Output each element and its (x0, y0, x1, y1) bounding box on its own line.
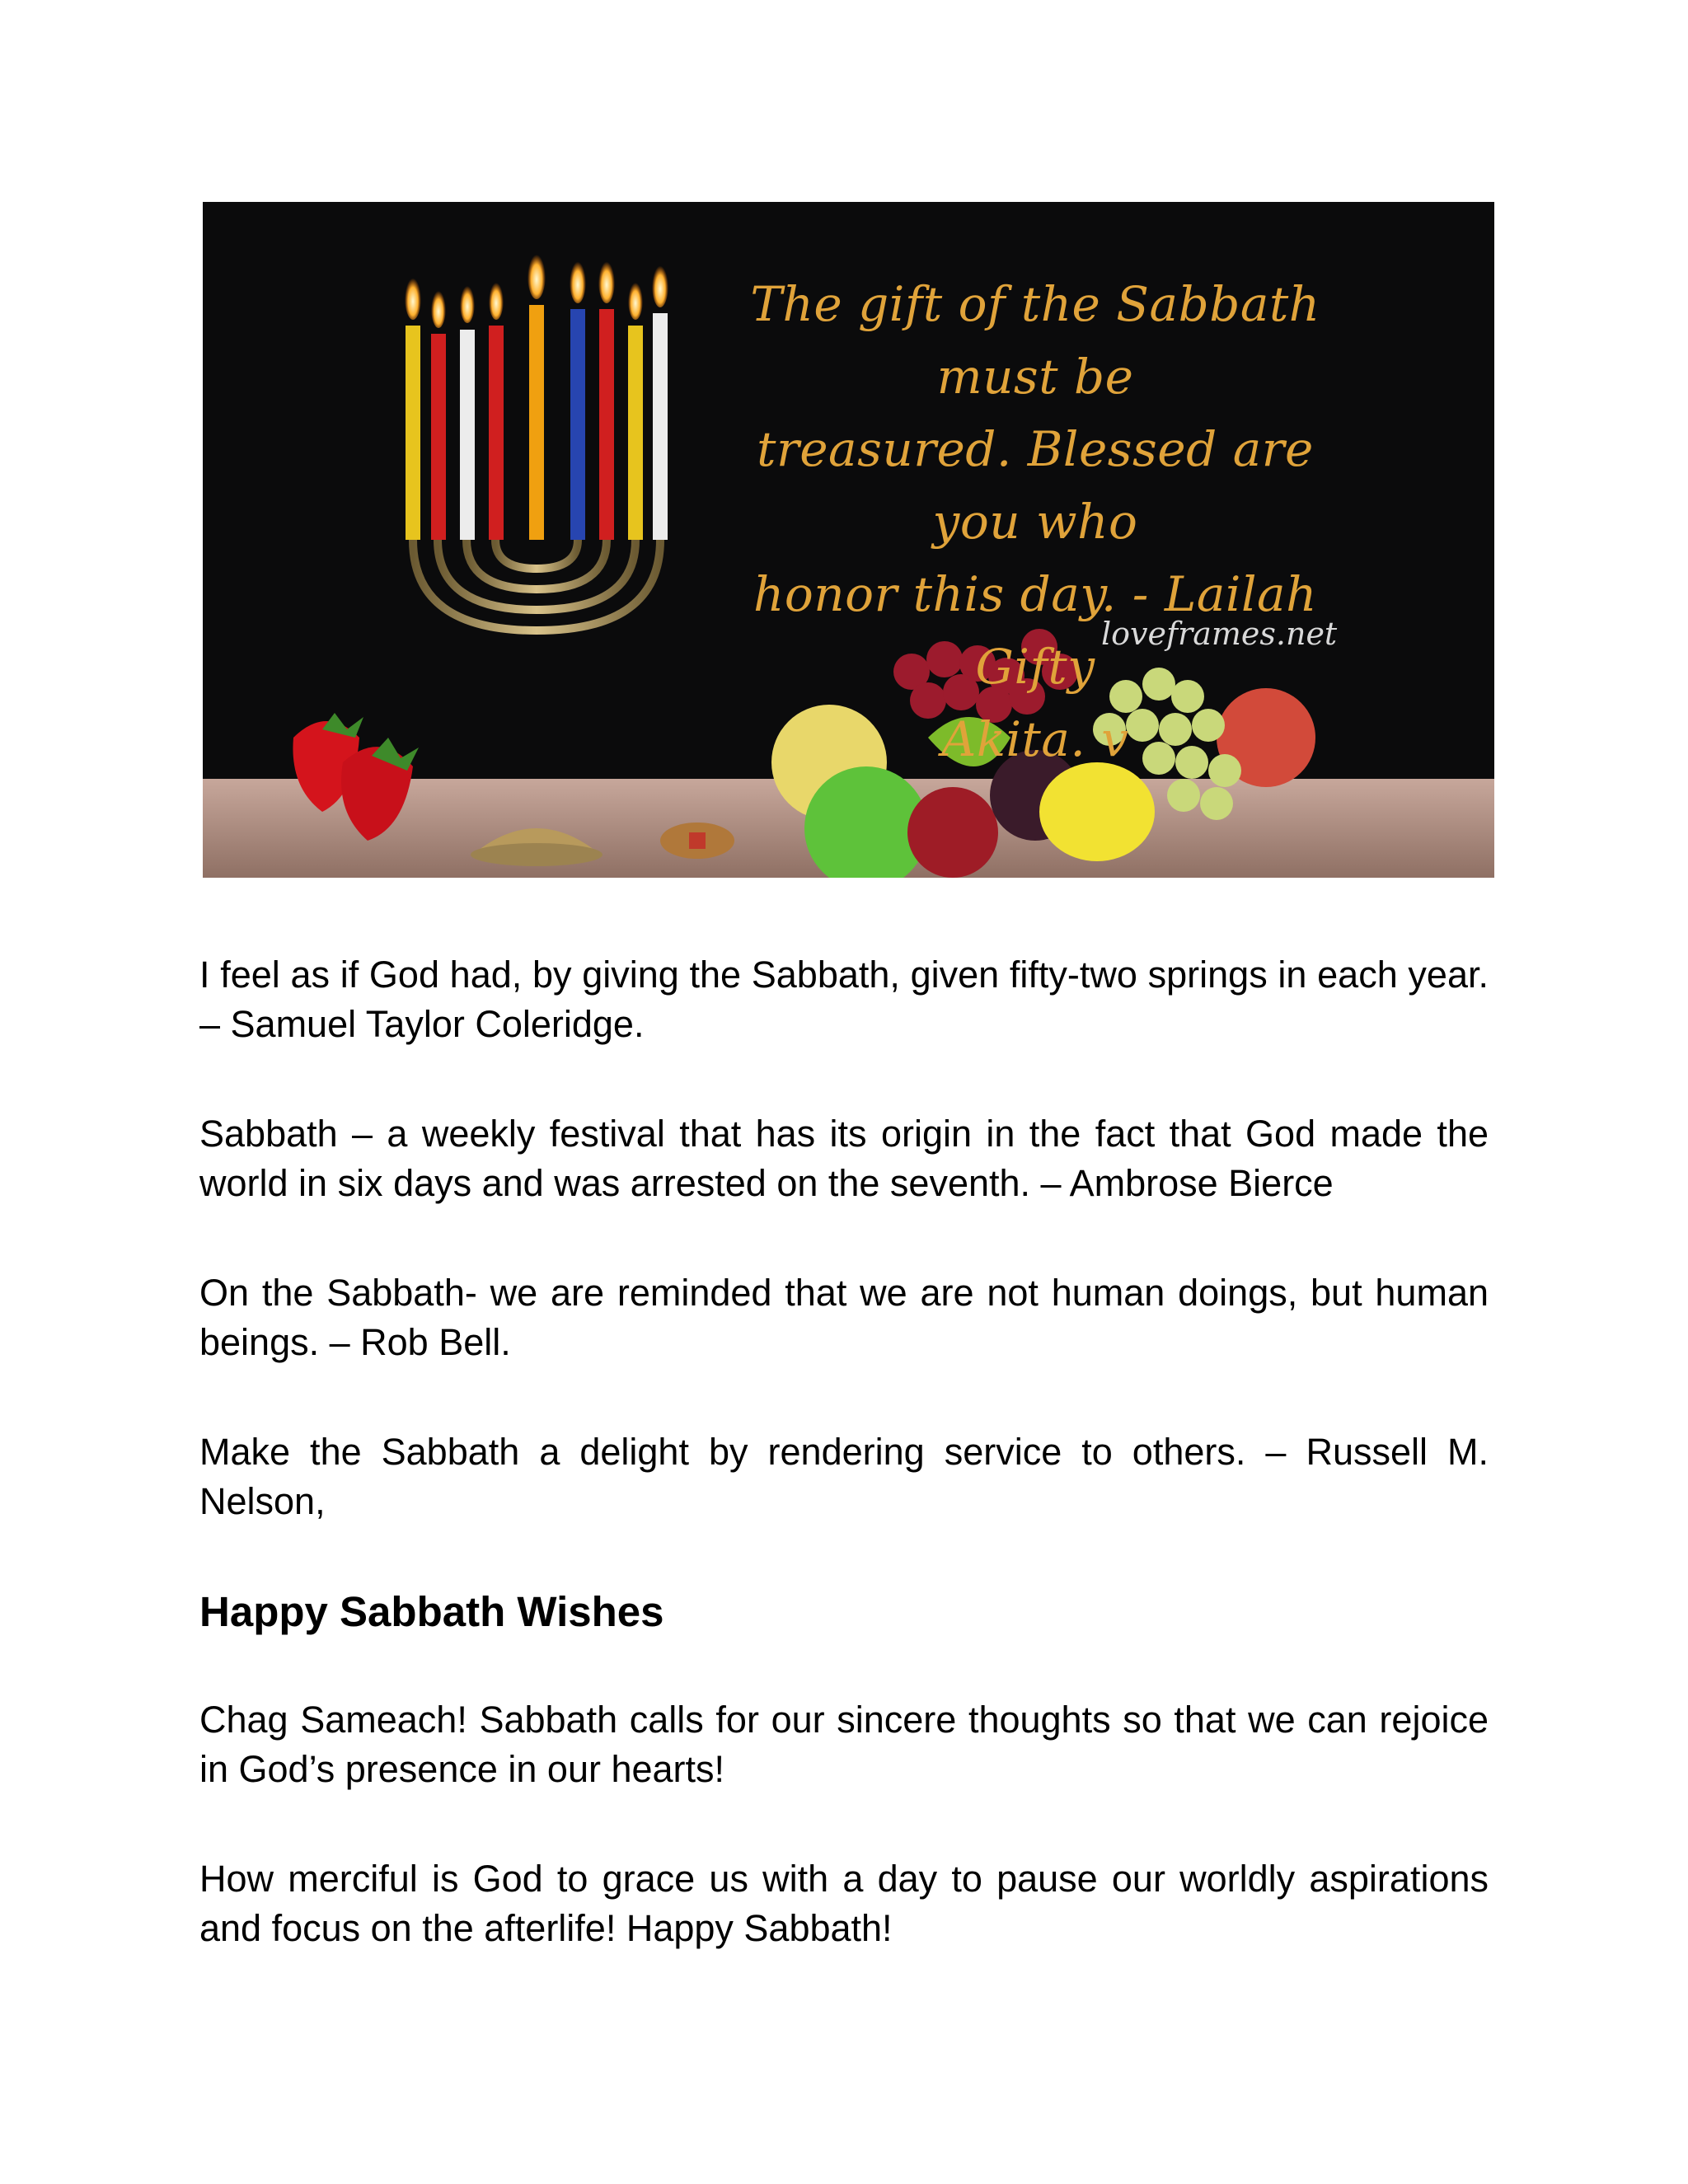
image-quote-line: honor this day. - Lailah Gifty (753, 566, 1317, 695)
quote-paragraph: Make the Sabbath a delight by rendering service to others. – Russell M. Nelson, (199, 1431, 1489, 1522)
dreidel-icon (660, 823, 734, 859)
quote-paragraph: Sabbath – a weekly festival that has its origin in the fact that God made the world in six days and was arrested on the seventh. – Ambrose Bierce (199, 1113, 1489, 1204)
image-quote-line: The gift of the Sabbath must be (750, 276, 1320, 405)
image-watermark: loveframes.net (1101, 616, 1338, 652)
candles-icon (406, 305, 668, 540)
wish-paragraph: Chag Sameach! Sabbath calls for our sincere thoughts so that we can rejoice in God’s presence in our hearts! (199, 1699, 1489, 1790)
sabbath-menorah-image (203, 202, 1494, 878)
image-quote-line: treasured. Blessed are you who (757, 421, 1314, 550)
section-heading: Happy Sabbath Wishes (199, 1588, 664, 1635)
wish-paragraph: How merciful is God to grace us with a day to pause our worldly aspirations and focus on the afterlife! Happy Sabbath! (199, 1858, 1489, 1949)
image-quote (730, 268, 1340, 776)
quote-paragraph: I feel as if God had, by giving the Sabbath, given fifty-two springs in each year. – Samuel Taylor Coleridge. (199, 954, 1489, 1045)
quote-paragraph: On the Sabbath- we are reminded that we are not human doings, but human beings. – Rob Bell. (199, 1272, 1489, 1363)
image-quote-line: Akita. v (941, 711, 1129, 767)
